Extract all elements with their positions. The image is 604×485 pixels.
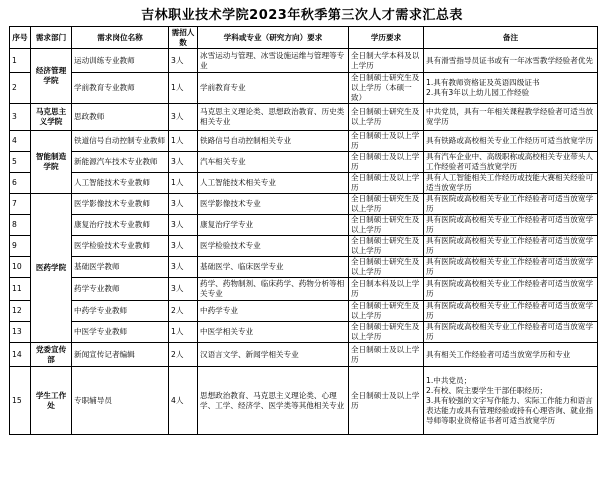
cell-edu: 全日制硕士研究生及以上学历（本硕一致） — [349, 73, 424, 104]
table-row — [10, 278, 598, 301]
cell-post: 医学影像技术专业教师 — [72, 194, 169, 215]
cell-note: 中共党员，具有一年相关课程教学经验者可适当放宽学历 — [424, 104, 598, 131]
cell-num: 3人 — [169, 104, 198, 131]
cell-major: 学前教育专业 — [198, 73, 349, 104]
cell-dept: 医药学院 — [31, 194, 72, 343]
cell-no: 2 — [10, 73, 31, 104]
header-major: 学科或专业（研究方向）要求 — [198, 27, 349, 49]
cell-num: 2人 — [169, 301, 198, 322]
cell-edu: 全日制本科及以上学历 — [349, 278, 424, 301]
cell-post: 思政教师 — [72, 104, 169, 131]
cell-edu: 全日制硕士研究生及以上学历 — [349, 257, 424, 278]
header-dept: 需求部门 — [31, 27, 72, 49]
cell-major: 中医学相关专业 — [198, 322, 349, 343]
cell-note: 具有铁路或高校相关专业工作经历可适当放宽学历 — [424, 131, 598, 152]
cell-post: 新能源汽车技术专业教师 — [72, 152, 169, 173]
cell-post: 运动训练专业教师 — [72, 49, 169, 73]
cell-post: 医学检验技术专业教师 — [72, 236, 169, 257]
cell-note: 1.具有教师资格证及英语四级证书 2.具有3年以上幼儿园工作经验 — [424, 73, 598, 104]
cell-major: 康复治疗学专业 — [198, 215, 349, 236]
cell-num: 1人 — [169, 322, 198, 343]
cell-num: 3人 — [169, 194, 198, 215]
table-row — [10, 49, 598, 73]
cell-edu: 全日制硕士及以上学历 — [349, 173, 424, 194]
cell-no: 5 — [10, 152, 31, 173]
cell-note: 具有医院或高校相关专业工作经验者可适当放宽学历 — [424, 301, 598, 322]
cell-dept: 党委宣传部 — [31, 343, 72, 367]
cell-no: 10 — [10, 257, 31, 278]
cell-post: 人工智能技术专业教师 — [72, 173, 169, 194]
cell-note: 1.中共党员； 2.有校、院主要学生干部任职经历； 3.具有较强的文字写作能力、实际工作能力和语言表达能力或具有管理经验或持有心理咨询、就业指导师等职业资格证书者可适当放宽学历 — [424, 367, 598, 435]
table-row — [10, 73, 598, 104]
cell-post: 学前教育专业教师 — [72, 73, 169, 104]
header-row — [10, 27, 598, 49]
cell-post: 药学专业教师 — [72, 278, 169, 301]
cell-edu: 全日制硕士研究生及以上学历 — [349, 322, 424, 343]
cell-note: 具有医院或高校相关专业工作经验者可适当放宽学历 — [424, 194, 598, 215]
cell-no: 6 — [10, 173, 31, 194]
cell-note: 具有医院或高校相关专业工作经验者可适当放宽学历 — [424, 236, 598, 257]
cell-major: 马克思主义理论类、思想政治教育、历史类相关专业 — [198, 104, 349, 131]
cell-major: 汉语言文学、新闻学相关专业 — [198, 343, 349, 367]
cell-no: 12 — [10, 301, 31, 322]
cell-note: 具有相关工作经验者可适当放宽学历和专业 — [424, 343, 598, 367]
cell-no: 14 — [10, 343, 31, 367]
cell-major: 医学影像技术专业 — [198, 194, 349, 215]
cell-no: 11 — [10, 278, 31, 301]
cell-num: 3人 — [169, 278, 198, 301]
cell-num: 3人 — [169, 257, 198, 278]
cell-post: 铁道信号自动控制专业教师 — [72, 131, 169, 152]
cell-note: 具有医院或高校相关专业工作经验者可适当放宽学历 — [424, 215, 598, 236]
cell-num: 3人 — [169, 236, 198, 257]
cell-num: 2人 — [169, 343, 198, 367]
cell-no: 3 — [10, 104, 31, 131]
cell-num: 3人 — [169, 152, 198, 173]
cell-edu: 全日制硕士研究生及以上学历 — [349, 104, 424, 131]
table-row — [10, 131, 598, 152]
talent-demand-table — [9, 26, 598, 435]
cell-post: 中医学专业教师 — [72, 322, 169, 343]
cell-edu: 全日制硕士研究生及以上学历 — [349, 215, 424, 236]
cell-edu: 全日制硕士及以上学历 — [349, 367, 424, 435]
cell-major: 思想政治教育、马克思主义理论类、心理学、工学、经济学、医学类等其他相关专业 — [198, 367, 349, 435]
cell-no: 1 — [10, 49, 31, 73]
header-post: 需求岗位名称 — [72, 27, 169, 49]
table-body — [10, 49, 598, 435]
cell-num: 1人 — [169, 73, 198, 104]
cell-num: 3人 — [169, 49, 198, 73]
cell-note: 具有汽车企业中、高级职称或高校相关专业带头人工作经验者可适当放宽学历 — [424, 152, 598, 173]
cell-dept: 经济管理学院 — [31, 49, 72, 104]
cell-major: 中药学专业 — [198, 301, 349, 322]
cell-major: 医学检验技术专业 — [198, 236, 349, 257]
cell-no: 7 — [10, 194, 31, 215]
cell-num: 1人 — [169, 173, 198, 194]
cell-note: 具有人工智能相关工作经历或技能大赛相关经验可适当放宽学历 — [424, 173, 598, 194]
table-row — [10, 367, 598, 435]
cell-num: 3人 — [169, 215, 198, 236]
cell-edu: 全日制硕士研究生及以上学历 — [349, 236, 424, 257]
cell-post: 基础医学教师 — [72, 257, 169, 278]
cell-post: 康复治疗技术专业教师 — [72, 215, 169, 236]
cell-edu: 全日制硕士研究生及以上学历 — [349, 194, 424, 215]
table-row — [10, 257, 598, 278]
cell-note: 具有医院或高校相关专业工作经验者可适当放宽学历 — [424, 257, 598, 278]
cell-num: 1人 — [169, 131, 198, 152]
table-row — [10, 215, 598, 236]
cell-no: 4 — [10, 131, 31, 152]
cell-major: 冰雪运动与管理、冰雪设施运维与管理等专业 — [198, 49, 349, 73]
table-row — [10, 152, 598, 173]
header-no: 序号 — [10, 27, 31, 49]
table-row — [10, 194, 598, 215]
cell-major: 人工智能技术相关专业 — [198, 173, 349, 194]
table-row — [10, 236, 598, 257]
cell-edu: 全日制硕士研究生及以上学历 — [349, 301, 424, 322]
cell-major: 药学、药物制剂、临床药学、药物分析等相关专业 — [198, 278, 349, 301]
cell-note: 具有医院或高校相关专业工作经验者可适当放宽学历 — [424, 278, 598, 301]
cell-note: 具有滑雪指导员证书或有一年冰雪教学经验者优先 — [424, 49, 598, 73]
cell-edu: 全日制硕士及以上学历 — [349, 131, 424, 152]
table-row — [10, 301, 598, 322]
cell-no: 8 — [10, 215, 31, 236]
cell-major: 基础医学、临床医学专业 — [198, 257, 349, 278]
cell-post: 中药学专业教师 — [72, 301, 169, 322]
cell-no: 13 — [10, 322, 31, 343]
cell-no: 15 — [10, 367, 31, 435]
header-note: 备注 — [424, 27, 598, 49]
cell-edu: 全日制大学本科及以上学历 — [349, 49, 424, 73]
cell-dept: 马克思主义学院 — [31, 104, 72, 131]
table-row — [10, 173, 598, 194]
page-title: 吉林职业技术学院2023年秋季第三次人才需求汇总表 — [141, 8, 463, 23]
cell-post: 专职辅导员 — [72, 367, 169, 435]
table-row — [10, 104, 598, 131]
table-row — [10, 322, 598, 343]
cell-no: 9 — [10, 236, 31, 257]
header-num: 需招人数 — [169, 27, 198, 49]
cell-major: 铁路信号自动控制相关专业 — [198, 131, 349, 152]
cell-dept: 学生工作处 — [31, 367, 72, 435]
cell-edu: 全日制硕士及以上学历 — [349, 152, 424, 173]
cell-dept: 智能制造学院 — [31, 131, 72, 194]
cell-post: 新闻宣传记者编辑 — [72, 343, 169, 367]
table-row — [10, 343, 598, 367]
header-edu: 学历要求 — [349, 27, 424, 49]
cell-major: 汽车相关专业 — [198, 152, 349, 173]
cell-edu: 全日制硕士及以上学历 — [349, 343, 424, 367]
cell-note: 具有医院或高校相关专业工作经验者可适当放宽学历 — [424, 322, 598, 343]
cell-num: 4人 — [169, 367, 198, 435]
